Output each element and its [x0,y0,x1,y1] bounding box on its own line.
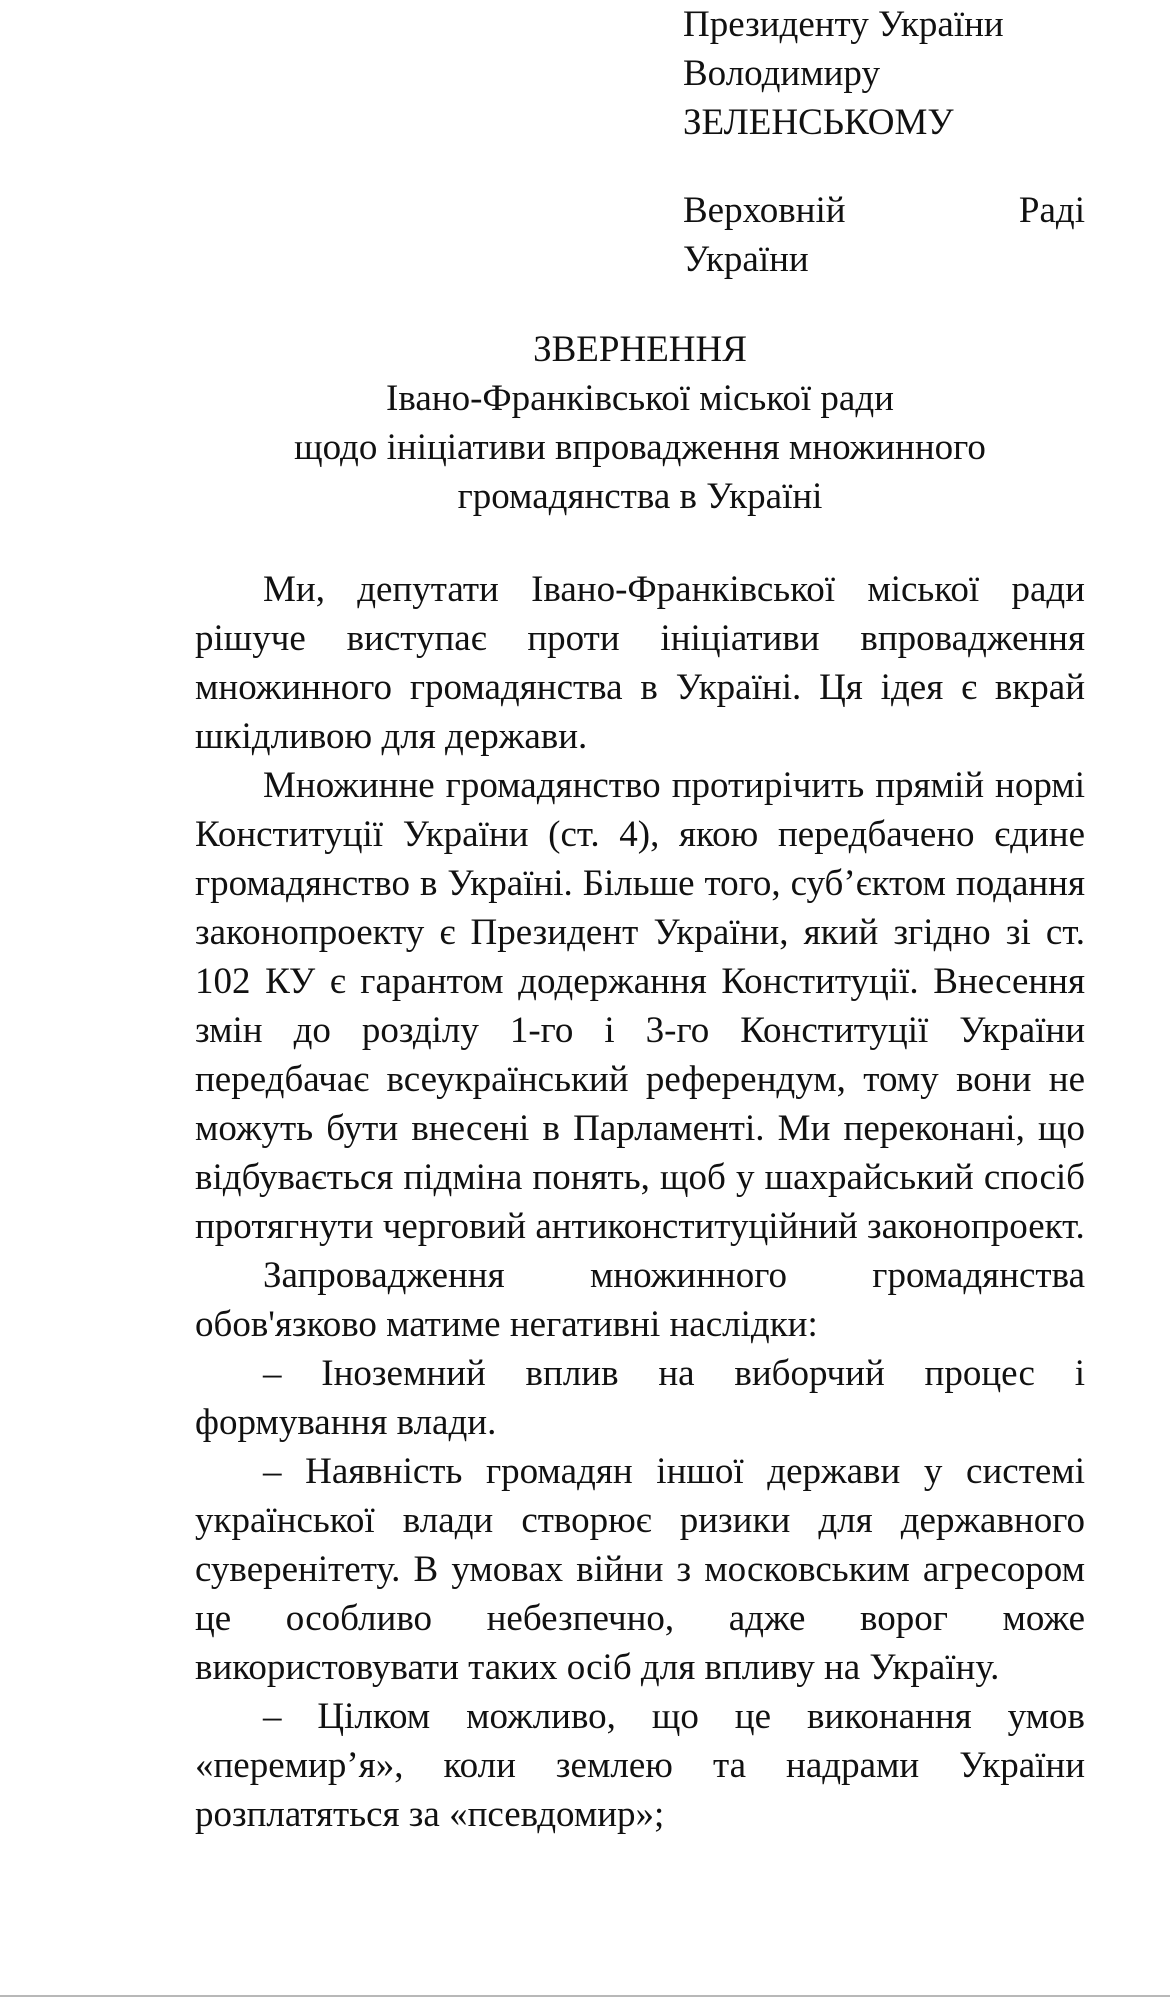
heading-line: щодо ініціативи впровадження множинного [294,427,986,468]
addressee-word: Верховній [683,190,846,231]
document-heading [195,325,1085,521]
document-body [195,565,1085,1839]
addressee-line [683,186,1085,235]
addressee-line: Президенту України [683,4,1004,45]
addressee-line: України [683,239,809,280]
addressee-line: Володимиру [683,53,880,94]
heading-line: громадянства в Україні [457,476,823,517]
addressee-president [683,0,1085,147]
list-item: – Цілком можливо, що це виконання умов «перемир’я», коли землею та надрами України розплатяться за «псевдомир»; [195,1696,1085,1835]
body-paragraph: Ми, депутати Івано-Франківської міської ради рішуче виступає проти ініціативи впровадження множинного громадянства в Україні. Ця ідея є вкрай шкідливою для держави. [195,569,1085,757]
heading-line: Івано-Франківської міської ради [386,378,894,419]
addressee-line: ЗЕЛЕНСЬКОМУ [683,102,954,143]
body-paragraph: Запровадження множинного громадянства обов'язково матиме негативні наслідки: [195,1255,1085,1345]
list-item: – Наявність громадян іншої держави у системі української влади створює ризики для державного суверенітету. В умовах війни з московським агресором це особливо небезпечно, адже ворог може використовувати таких осіб для впливу на Україну. [195,1451,1085,1688]
addressee-word: Раді [1018,190,1085,231]
body-paragraph: Множинне громадянство протирічить прямій нормі Конституції України (ст. 4), якою передбачено єдине громадянство в Україні. Більше того, суб’єктом подання законопроекту є Президент України, який згідно зі ст. 102 КУ є гарантом додержання Конституції. Внесення змін до розділу 1-го і 3-го Конституції України передбачає всеукраїнський референдум, тому вони не можуть бути внесені в Парламенті. Ми переконані, що відбувається підміна понять, щоб у шахрайський спосіб протягнути черговий антиконституційний законопроект. [195,765,1085,1247]
document-title: ЗВЕРНЕННЯ [533,329,747,370]
addressee-verkhovna-rada [683,186,1085,284]
list-item: – Іноземний вплив на виборчий процес і формування влади. [195,1353,1085,1443]
